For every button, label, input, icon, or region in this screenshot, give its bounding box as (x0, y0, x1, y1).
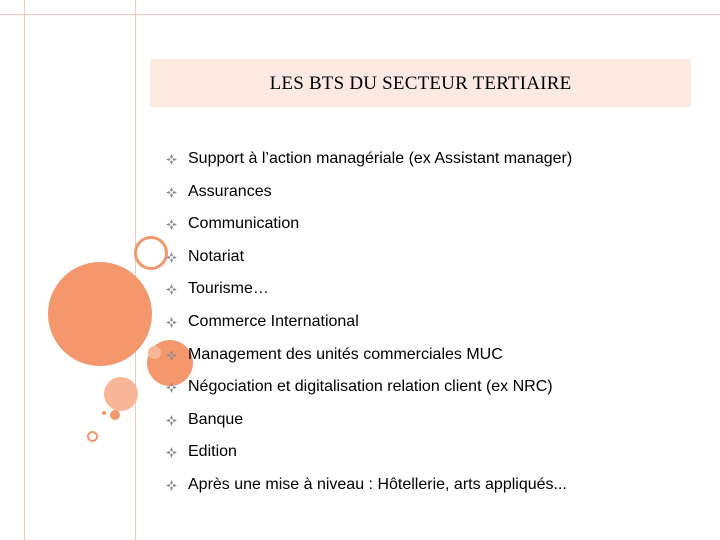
diamond-bullet-icon (166, 436, 177, 469)
decorative-circle (134, 236, 168, 270)
bullet-text: Banque (188, 410, 244, 428)
list-item (166, 306, 706, 339)
list-item (166, 469, 706, 502)
list-item (166, 176, 706, 209)
bullet-text: Management des unités commerciales MUC (188, 345, 503, 363)
diamond-bullet-icon (166, 241, 177, 274)
diamond-bullet-icon (166, 469, 177, 502)
list-item (166, 339, 706, 372)
bullet-text: Assurances (188, 182, 272, 200)
title-band (150, 59, 691, 107)
page-title: LES BTS DU SECTEUR TERTIAIRE (269, 73, 572, 94)
decorative-circle (148, 346, 161, 359)
decorative-circle (48, 262, 152, 366)
bullet-text: Tourisme… (188, 280, 269, 298)
decorative-line (24, 0, 25, 540)
list-item (166, 208, 706, 241)
diamond-bullet-icon (166, 176, 177, 209)
bullet-text: Communication (188, 215, 300, 233)
diamond-bullet-icon (166, 143, 177, 176)
diamond-bullet-icon (166, 306, 177, 339)
bullet-list (166, 143, 706, 502)
bullet-text: Commerce International (188, 312, 359, 330)
bullet-text: Après une mise à niveau : Hôtellerie, arts appliqués... (188, 475, 567, 493)
bullet-text: Notariat (188, 247, 245, 265)
list-item (166, 241, 706, 274)
decorative-circle (102, 411, 106, 415)
list-item (166, 436, 706, 469)
list-item (166, 273, 706, 306)
list-item (166, 143, 706, 176)
diamond-bullet-icon (166, 273, 177, 306)
decorative-circle (110, 410, 120, 420)
decorative-circle (104, 377, 138, 411)
bullet-text: Edition (188, 443, 237, 461)
diamond-bullet-icon (166, 339, 177, 372)
diamond-bullet-icon (166, 404, 177, 437)
list-item (166, 371, 706, 404)
list-item (166, 404, 706, 437)
bullet-text: Négociation et digitalisation relation client (ex NRC) (188, 378, 553, 396)
diamond-bullet-icon (166, 371, 177, 404)
bullet-text: Support à l’action managériale (ex Assistant manager) (188, 150, 573, 167)
diamond-bullet-icon (166, 208, 177, 241)
decorative-line (135, 0, 136, 540)
decorative-circle (87, 431, 98, 442)
decorative-line (0, 14, 720, 15)
